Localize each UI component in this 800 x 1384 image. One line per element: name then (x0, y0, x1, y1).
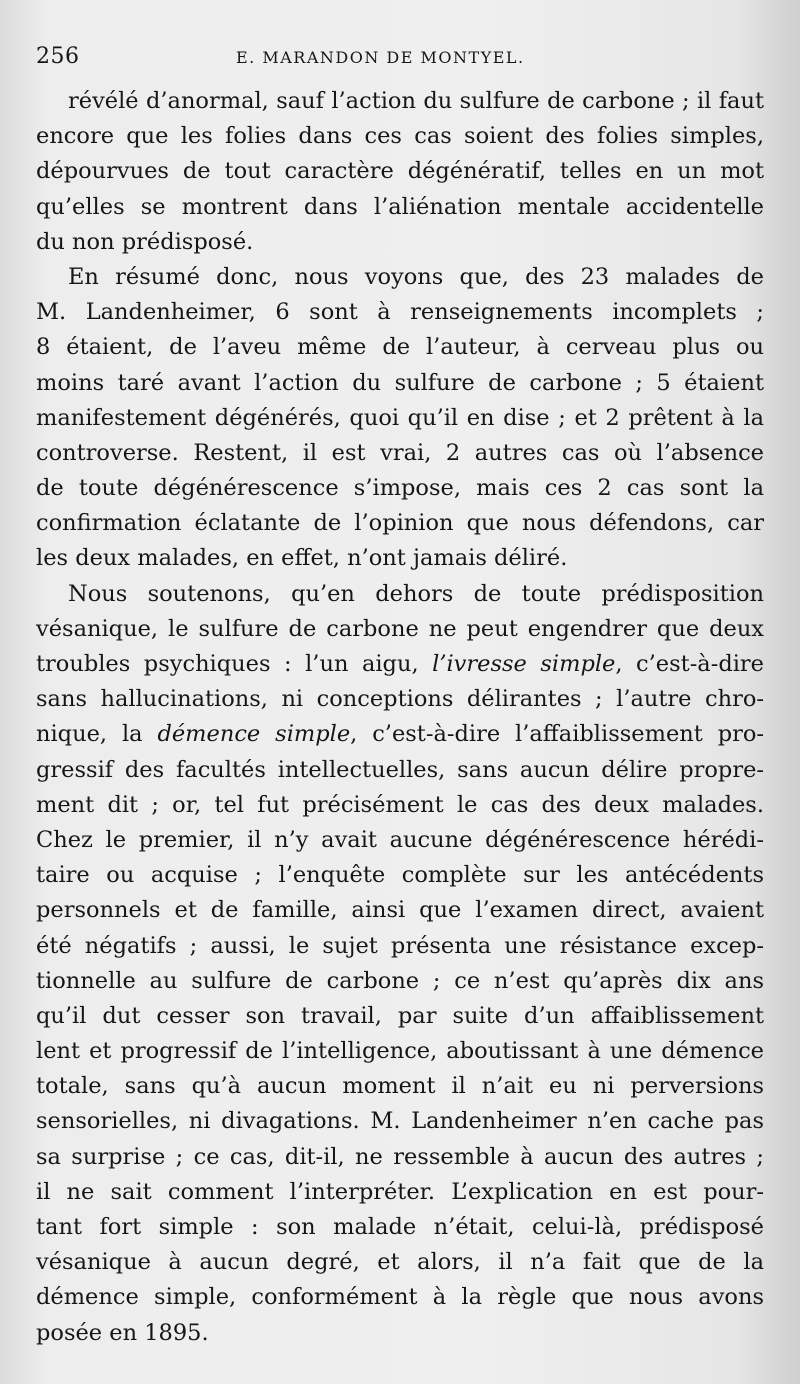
line-text: dépourvues de tout caractère dégénératif, telles en un mot (36, 158, 764, 185)
line-text: ment dit ; or, tel fut précisément le cas des deux malades. (36, 791, 764, 818)
text-line (36, 823, 764, 858)
line-text: , c’est-à-dire l’affaiblissement pro- (350, 721, 764, 748)
line-text: lent et progressif de l’intelligence, aboutissant à une démence (36, 1038, 764, 1065)
text-line (36, 929, 764, 964)
text-line (36, 788, 764, 823)
text-line (36, 858, 764, 893)
line-text: tionnelle au sulfure de carbone ; ce n’est qu’après dix ans (36, 967, 764, 994)
line-text: confirmation éclatante de l’opinion que nous défendons, car (36, 510, 764, 537)
line-text: du non prédisposé. (36, 228, 254, 255)
text-line (36, 682, 764, 717)
line-text: personnels et de famille, ainsi que l’examen direct, avaient (36, 897, 764, 924)
text-line (36, 1140, 764, 1175)
line-text: été négatifs ; aussi, le sujet présenta une résistance excep- (36, 932, 764, 959)
text-line (36, 1316, 764, 1351)
line-text: qu’il dut cesser son travail, par suite d’un affaiblissement (36, 1002, 764, 1029)
line-text: taire ou acquise ; l’enquête complète sur les antécédents (36, 862, 764, 889)
line-text: sans hallucinations, ni conceptions délirantes ; l’autre chro- (36, 686, 764, 713)
line-text: controverse. Restent, il est vrai, 2 autres cas où l’absence (36, 439, 764, 466)
text-line (36, 1245, 764, 1280)
body-text (36, 84, 764, 1351)
text-line (36, 612, 764, 647)
text-line (36, 366, 764, 401)
line-text: M. Landenheimer, 6 sont à renseignements incomplets ; (36, 299, 764, 326)
line-text: encore que les folies dans ces cas soient des folies simples, (36, 123, 764, 150)
line-text: nique, la (36, 721, 158, 748)
line-text: il ne sait comment l’interpréter. L’explication en est pour- (36, 1178, 764, 1205)
text-line (36, 893, 764, 928)
line-text: tant fort simple : son malade n’était, celui-là, prédisposé (36, 1214, 764, 1240)
line-text: de toute dégénérescence s’impose, mais ces 2 cas sont la (36, 475, 764, 502)
running-title: E. MARANDON DE MONTYEL. (236, 48, 525, 67)
text-line (36, 647, 764, 682)
line-text: Chez le premier, il n’y avait aucune dégénérescence hérédi- (36, 826, 764, 853)
text-line (36, 260, 764, 295)
text-line (36, 1175, 764, 1210)
line-text: , c’est-à-dire (615, 651, 764, 677)
line-text: vésanique à aucun degré, et alors, il n’a fait que de la (36, 1249, 764, 1276)
line-text: moins taré avant l’action du sulfure de carbone ; 5 étaient (36, 369, 764, 396)
text-line (36, 84, 764, 119)
emphasis-text: l’ivresse simple (432, 651, 616, 677)
text-line (36, 119, 764, 154)
line-text: 8 étaient, de l’aveu même de l’auteur, à cerveau plus ou (36, 334, 764, 361)
text-line (36, 1034, 764, 1069)
line-text: posée en 1895. (36, 1319, 209, 1346)
page-number: 256 (36, 44, 80, 69)
text-line (36, 154, 764, 189)
line-text: révélé d’anormal, sauf l’action du sulfure de carbone ; il faut (68, 88, 764, 114)
line-text: troubles psychiques : l’un aigu, (36, 651, 433, 677)
line-text: gressif des facultés intellectuelles, sans aucun délire propre- (36, 756, 764, 783)
text-line (36, 1280, 764, 1315)
text-line (36, 1104, 764, 1139)
text-line (36, 401, 764, 436)
text-line (36, 964, 764, 999)
text-line (36, 1210, 764, 1245)
line-text: qu’elles se montrent dans l’aliénation mentale accidentelle (36, 193, 764, 220)
line-text: démence simple, conformément à la règle que nous avons (36, 1284, 764, 1311)
text-line (36, 541, 764, 576)
line-text: totale, sans qu’à aucun moment il n’ait eu ni perversions (36, 1073, 764, 1100)
text-line (36, 753, 764, 788)
text-line (36, 190, 764, 225)
text-line (36, 295, 764, 330)
line-text: les deux malades, en effet, n’ont jamais déliré. (36, 545, 568, 572)
text-line (36, 506, 764, 541)
line-text: sa surprise ; ce cas, dit-il, ne ressemble à aucun des autres ; (36, 1143, 764, 1170)
line-text: vésanique, le sulfure de carbone ne peut engendrer que deux (36, 615, 764, 642)
line-text: sensorielles, ni divagations. M. Landenheimer n’en cache pas (36, 1108, 764, 1135)
text-line (36, 225, 764, 260)
text-line (36, 999, 764, 1034)
text-line (36, 717, 764, 752)
text-line (36, 471, 764, 506)
text-line (36, 1069, 764, 1104)
text-line (36, 330, 764, 365)
emphasis-text: démence simple (157, 721, 351, 748)
line-text: Nous soutenons, qu’en dehors de toute prédisposition (68, 580, 764, 607)
text-line (36, 577, 764, 612)
text-line (36, 436, 764, 471)
running-head (36, 44, 766, 74)
line-text: En résumé donc, nous voyons que, des 23 malades de (68, 263, 764, 290)
line-text: manifestement dégénérés, quoi qu’il en dise ; et 2 prêtent à la (36, 404, 764, 431)
